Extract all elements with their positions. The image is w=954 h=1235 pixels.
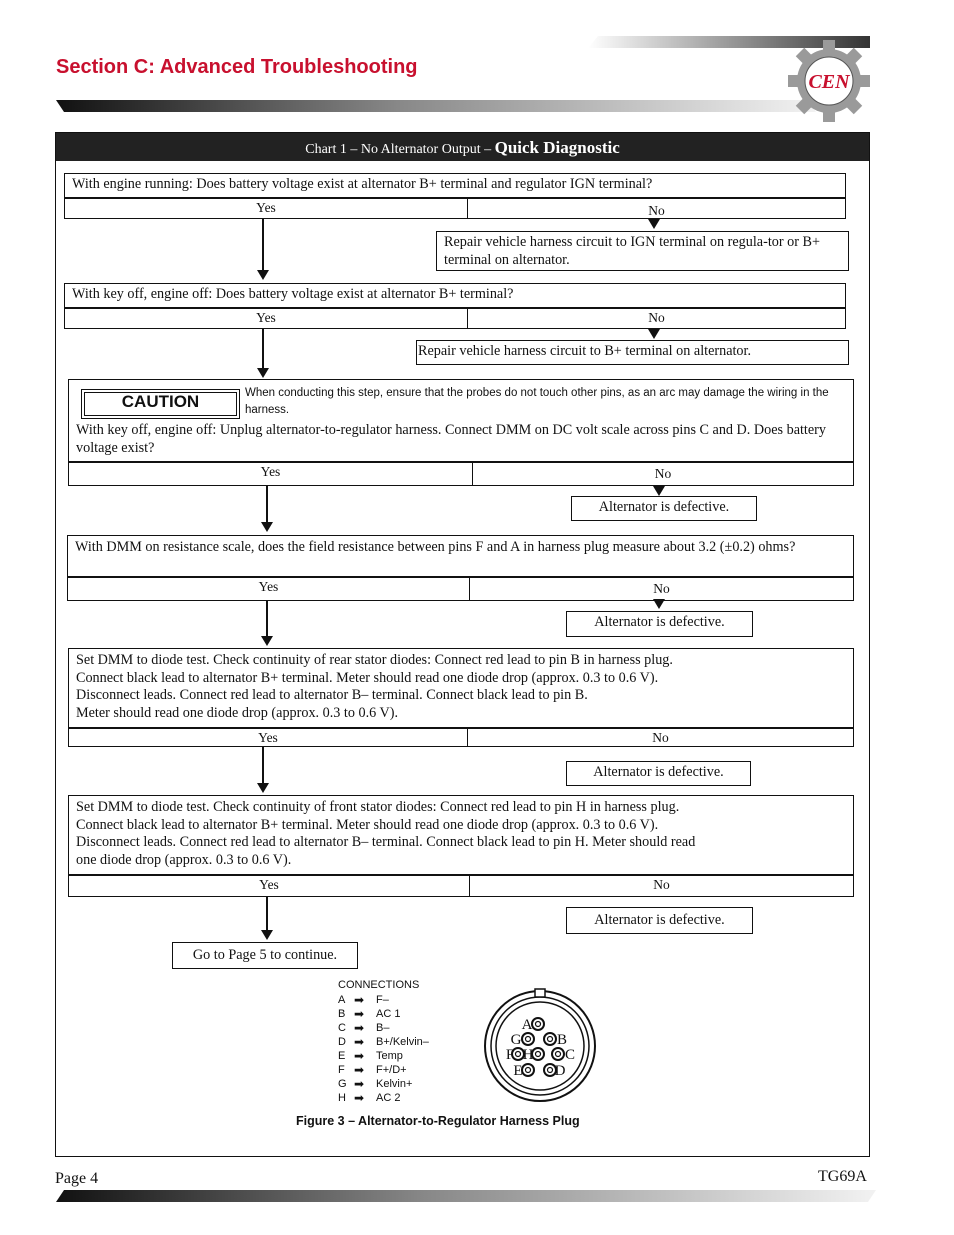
arrow-right-icon: ➡ bbox=[354, 1035, 365, 1049]
step3-question: With key off, engine off: Unplug alternator-to-regulator harness. Connect DMM on DC volt scale across pins C and D. Does battery voltage exist? bbox=[76, 422, 826, 456]
step1-yes-line bbox=[262, 219, 264, 270]
chart-title-prefix: Chart 1 – No Alternator Output – bbox=[305, 142, 495, 157]
step6-answer-row bbox=[68, 875, 854, 897]
pin-c-label: C bbox=[564, 1047, 576, 1063]
pin-b-label: B bbox=[556, 1032, 568, 1048]
arrow-right-icon: ➡ bbox=[354, 1007, 365, 1021]
harness-plug-diagram bbox=[482, 988, 598, 1104]
arrow-right-icon: ➡ bbox=[354, 1077, 365, 1091]
header-gradient-bar bbox=[56, 100, 816, 112]
pin-f-label: F bbox=[505, 1047, 515, 1063]
pin-e-socket bbox=[522, 1064, 534, 1076]
figure-caption: Figure 3 – Alternator-to-Regulator Harness Plug bbox=[296, 1114, 580, 1128]
chart-title-bold: Quick Diagnostic bbox=[494, 138, 620, 157]
step6-no: No bbox=[653, 877, 670, 892]
step3-yes-line bbox=[266, 486, 268, 522]
caution-label-frame bbox=[81, 389, 240, 419]
step5-yes-arrow-icon bbox=[257, 783, 269, 793]
arrow-right-icon: ➡ bbox=[354, 1021, 365, 1035]
step4-no-arrow-icon bbox=[653, 599, 665, 609]
pin-h-label: H bbox=[522, 1047, 534, 1063]
arrow-right-icon: ➡ bbox=[354, 1091, 365, 1105]
step6-line-3: Disconnect leads. Connect red lead to alternator B– terminal. Connect black lead to pin H. Meter should read bbox=[76, 834, 696, 850]
step2-answer-row bbox=[64, 308, 846, 329]
step2-yes-arrow-icon bbox=[257, 368, 269, 378]
step4-no-result: Alternator is defective. bbox=[566, 611, 753, 637]
step6-line-2: Connect black lead to alternator B+ terminal. Meter should read one diode drop (approx. 0.3 to 0.6 V). bbox=[76, 816, 659, 833]
step4-question: With DMM on resistance scale, does the field resistance between pins F and A in harness plug measure about 3.2 (±0.2) ohms? bbox=[67, 535, 854, 577]
pin-d-label: D bbox=[554, 1063, 566, 1079]
step4-yes-arrow-icon bbox=[261, 636, 273, 646]
pin-a-socket bbox=[532, 1018, 544, 1030]
step6-no-result: Alternator is defective. bbox=[566, 907, 753, 934]
step2-no-result: Repair vehicle harness circuit to B+ terminal on alternator. bbox=[416, 340, 849, 365]
connections-list: CONNECTIONS A ➡ F– B ➡ AC 1 C ➡ B– D ➡ B+/Kelvin– E ➡ Temp F ➡ F+/D+ G ➡ Kelvin+ H ➡ AC 2 bbox=[338, 979, 429, 1105]
cen-logo-gear-icon bbox=[784, 36, 874, 126]
step2-question: With key off, engine off: Does battery voltage exist at alternator B+ terminal? bbox=[64, 283, 846, 308]
step5-no-result: Alternator is defective. bbox=[566, 761, 751, 786]
page-number: Page 4 bbox=[55, 1170, 99, 1187]
plug-key bbox=[535, 989, 545, 997]
step4-yes: Yes bbox=[68, 578, 470, 600]
footer-gradient-bar bbox=[56, 1190, 876, 1202]
step6-yes-arrow-icon bbox=[261, 930, 273, 940]
connections-title: CONNECTIONS bbox=[338, 979, 420, 991]
step5-yes: Yes bbox=[69, 729, 468, 746]
step5-line-4: Meter should read one diode drop (approx. 0.3 to 0.6 V). bbox=[76, 704, 399, 721]
step5-yes-line bbox=[262, 747, 264, 783]
step2-yes: Yes bbox=[65, 309, 468, 328]
document-id: TG69A bbox=[818, 1168, 867, 1185]
step1-answer-row bbox=[64, 198, 846, 219]
step3-yes-arrow-icon bbox=[261, 522, 273, 532]
pin-g-label: G bbox=[510, 1032, 522, 1048]
final-continue-box: Go to Page 5 to continue. bbox=[172, 942, 358, 969]
step1-no-result: Repair vehicle harness circuit to IGN terminal on regula-tor or B+ terminal on alternator. bbox=[436, 231, 849, 271]
step3-answer-row bbox=[68, 462, 854, 486]
step2-no: No bbox=[648, 310, 665, 325]
caution-text: When conducting this step, ensure that the probes do not touch other pins, as an arc may damage the wiring in the harness. bbox=[245, 387, 829, 416]
arrow-right-icon: ➡ bbox=[354, 1063, 365, 1077]
step5-line-3: Disconnect leads. Connect red lead to alternator B– terminal. Connect black lead to pin B. bbox=[76, 687, 588, 703]
caution-label: CAUTION bbox=[84, 392, 237, 416]
step6-line-4: one diode drop (approx. 0.3 to 0.6 V). bbox=[76, 851, 292, 868]
step3-no: No bbox=[654, 466, 672, 481]
pin-h-socket bbox=[532, 1048, 544, 1060]
step5-line-2: Connect black lead to alternator B+ terminal. Meter should read one diode drop (approx. 0.3 to 0.6 V). bbox=[76, 669, 659, 686]
step3-no-arrow-icon bbox=[653, 486, 665, 496]
step1-no: No bbox=[648, 203, 665, 218]
svg-text:CEN: CEN bbox=[808, 71, 850, 93]
step5-question bbox=[68, 648, 854, 728]
pin-g-socket bbox=[522, 1033, 534, 1045]
chart-title bbox=[56, 133, 869, 161]
pin-b-socket bbox=[544, 1033, 556, 1045]
plug-outer-ring bbox=[485, 991, 595, 1101]
pin-c-socket bbox=[552, 1048, 564, 1060]
pin-e-label: E bbox=[513, 1063, 523, 1079]
step1-no-arrow-icon bbox=[648, 219, 660, 229]
step6-yes-line bbox=[266, 897, 268, 931]
step4-answer-row bbox=[67, 577, 854, 601]
step6-question bbox=[68, 795, 854, 875]
step4-yes-line bbox=[266, 601, 268, 636]
step2-no-arrow-icon bbox=[648, 329, 660, 339]
step1-yes-arrow-icon bbox=[257, 270, 269, 280]
arrow-right-icon: ➡ bbox=[354, 1049, 365, 1063]
step1-yes: Yes bbox=[65, 199, 468, 218]
step6-line-1: Set DMM to diode test. Check continuity of front stator diodes: Connect red lead to pin H in harness plug. bbox=[76, 799, 680, 815]
section-title: Section C: Advanced Troubleshooting bbox=[56, 56, 418, 78]
step3-yes: Yes bbox=[69, 463, 473, 485]
step4-no: No bbox=[653, 581, 670, 596]
step1-question: With engine running: Does battery voltage exist at alternator B+ terminal and regulator IGN terminal? bbox=[64, 173, 846, 198]
step2-yes-line bbox=[262, 329, 264, 369]
step5-no: No bbox=[652, 730, 669, 745]
step3-no-result: Alternator is defective. bbox=[571, 496, 757, 521]
step5-answer-row bbox=[68, 728, 854, 747]
arrow-right-icon: ➡ bbox=[354, 993, 365, 1007]
pin-a-label: A bbox=[521, 1017, 533, 1033]
step6-yes: Yes bbox=[69, 876, 470, 896]
step5-line-1: Set DMM to diode test. Check continuity of rear stator diodes: Connect red lead to pin B in harness plug. bbox=[76, 652, 673, 668]
